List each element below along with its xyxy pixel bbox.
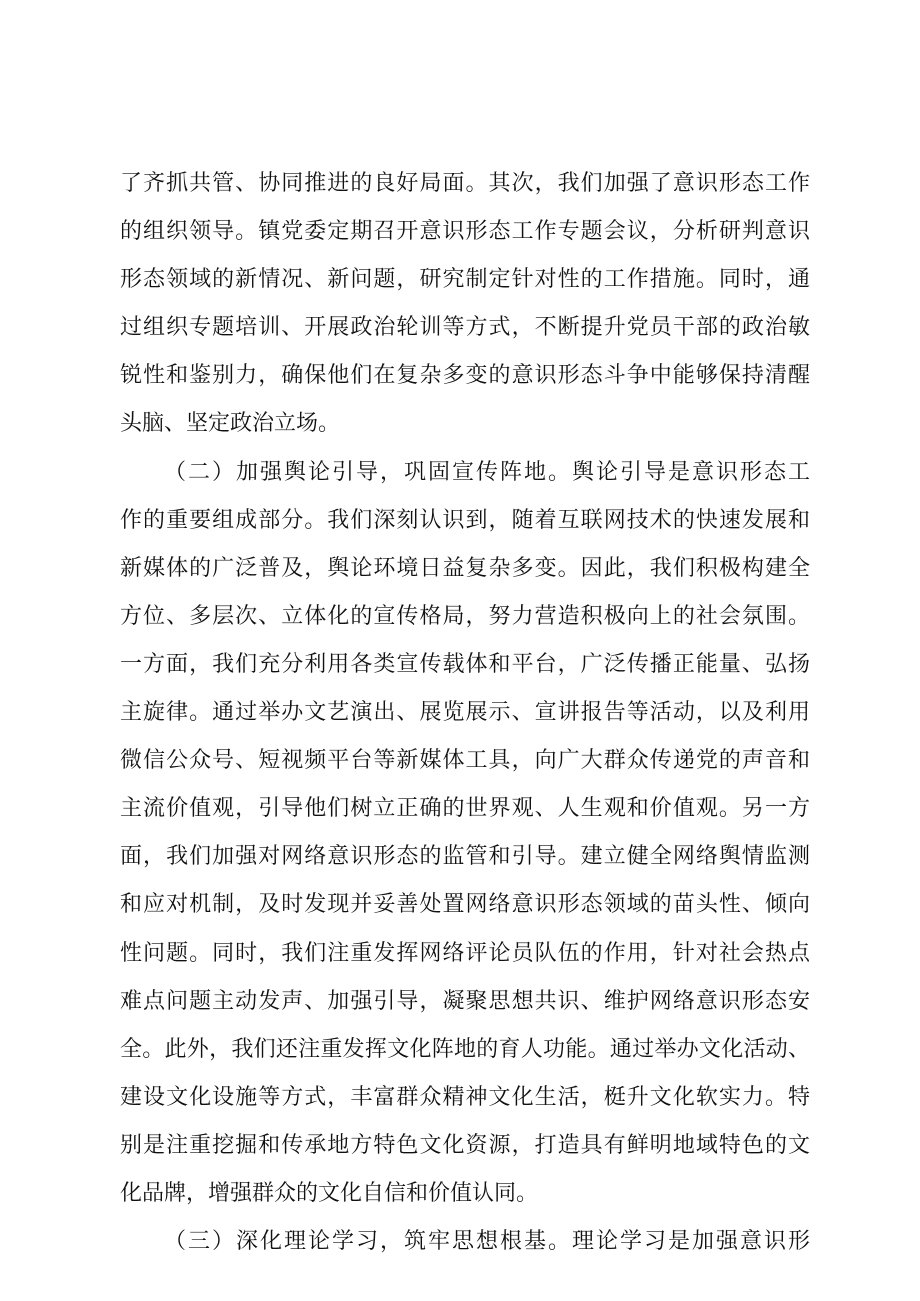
text-line: 和应对机制，及时发现并妥善处置网络意识形态领域的苗头性、倾向 [120,892,810,918]
text-line: 面，我们加强对网络意识形态的监管和引导。建立健全网络舆情监测 [120,844,810,870]
text-line: 锐性和鉴别力，确保他们在复杂多变的意识形态斗争中能够保持清醒 [120,363,810,389]
document-body [120,160,810,1266]
text-line: 的组织领导。镇党委定期召开意识形态工作专题会议，分析研判意识 [120,219,810,245]
section-heading-line: （二）加强舆论引导，巩固宣传阵地。舆论引导是意识形态工 [164,459,810,485]
text-line: 作的重要组成部分。我们深刻认识到，随着互联网技术的快速发展和 [120,507,810,533]
text-line: 建设文化设施等方式，丰富群众精神文化生活，梃升文化软实力。特 [120,1084,810,1110]
text-line: 一方面，我们充分利用各类宣传载体和平台，广泛传播正能量、弘扬 [120,651,810,677]
text-line: 别是注重挖掘和传承地方特色文化资源，打造具有鲜明地域特色的文 [120,1132,810,1158]
text-line: 形态领域的新情况、新问题，研究制定针对性的工作措施。同时，通 [120,267,810,293]
text-line: 微信公众号、短视频平台等新媒体工具，向广大群众传递党的声音和 [120,748,810,774]
text-line: 过组织专题培训、开展政治轮训等方式，不断提升党员干部的政治敏 [120,315,810,341]
text-line: 主流价值观，引导他们树立正确的世界观、人生观和价值观。另一方 [120,796,810,822]
text-line: 头脑、坚定政治立场。 [120,411,341,437]
text-line: 新媒体的广泛普及，舆论环境日益复杂多变。因此，我们积极构建全 [120,555,810,581]
text-line: 全。此外，我们还注重发挥文化阵地的育人功能。通过举办文化活动、 [120,1036,810,1062]
text-line: 难点问题主动发声、加强引导，凝聚思想共识、维护网络意识形态安 [120,988,810,1014]
text-line: 了齐抓共管、协同推进的良好局面。其次，我们加强了意识形态工作 [120,171,810,196]
text-line: 性问题。同时，我们注重发挥网络评论员队伍的作用，针对社会热点 [120,940,810,966]
text-line: 方位、多层次、立体化的宣传格局，努力营造积极向上的社会氛围。 [120,603,810,629]
section-heading-line: （三）深化理论学习，筑牢思想根基。理论学习是加强意识形 [164,1229,810,1255]
text-line: 主旋律。通过举办文艺演出、展览展示、宣讲报告等活动，以及利用 [120,700,810,726]
text-line: 化品牌，增强群众的文化自信和价值认同。 [120,1180,539,1206]
